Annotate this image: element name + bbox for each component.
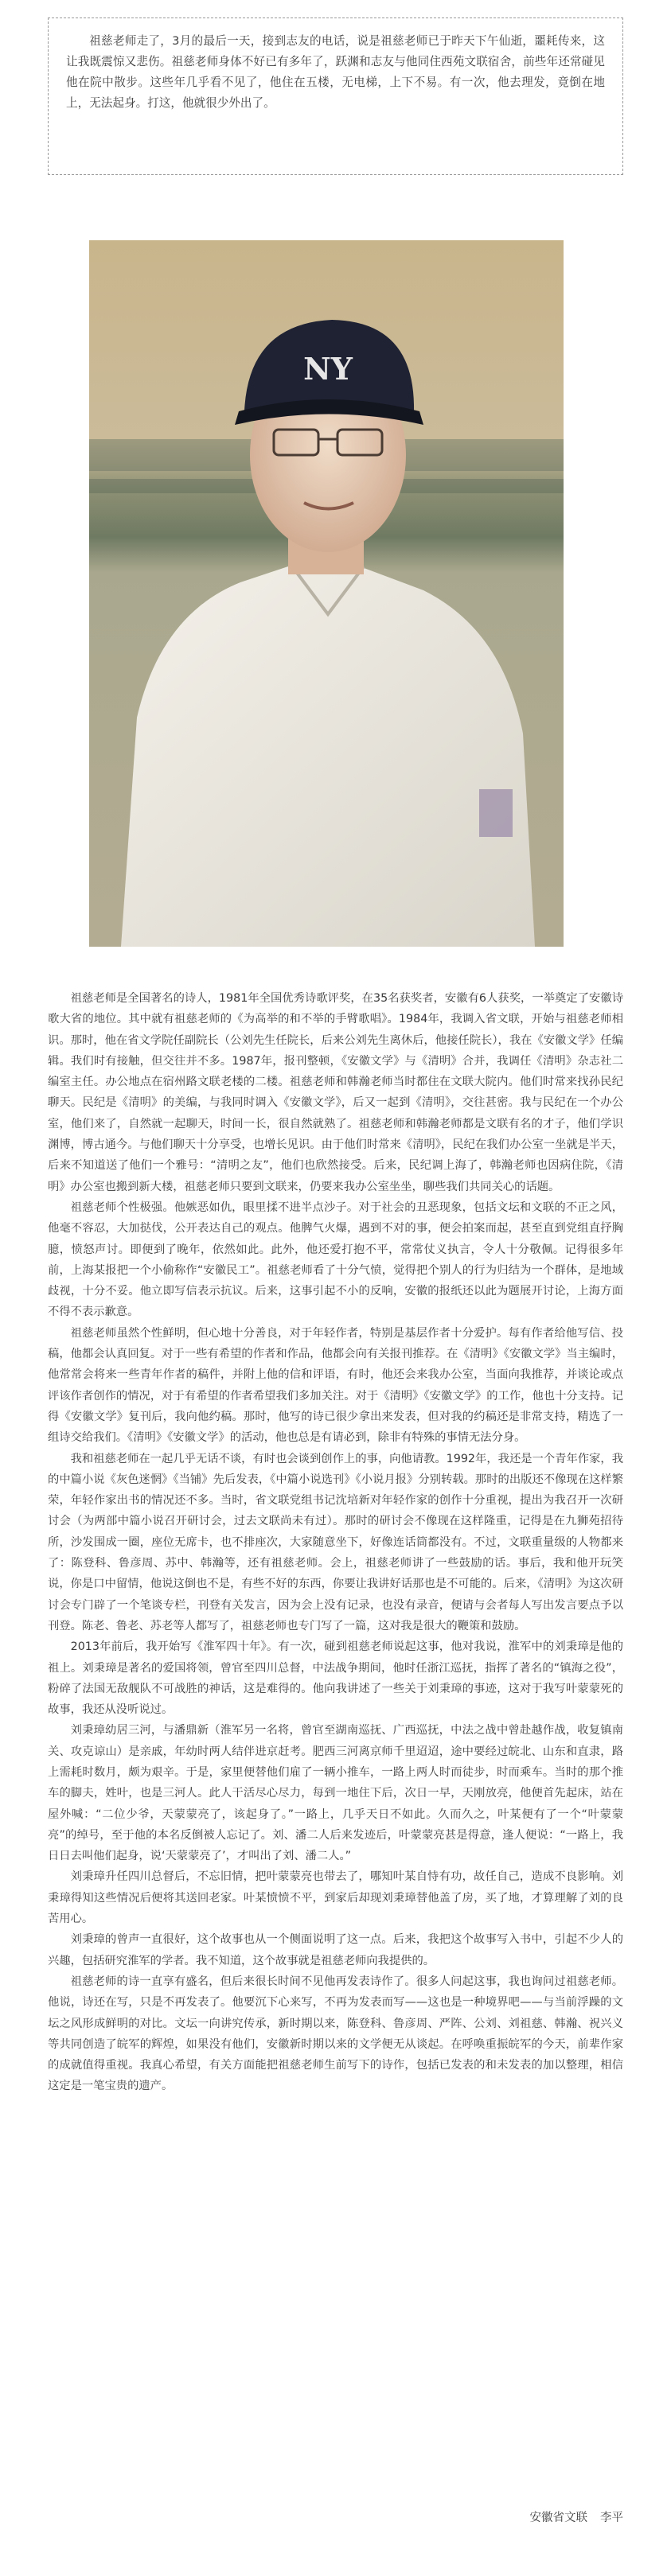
article-body (48, 988, 623, 2097)
paragraph: 刘秉璋幼居三河，与潘鼎新（淮军另一名将，曾官至湖南巡抚、广西巡抚，中法之战中曾赴越作战，收复镇南关、攻克谅山）是亲戚，年幼时两人结伴进京赶考。肥西三河离京师千里迢迢，途中要经过皖北、山东和直隶，路上需耗时数月，颇为艰辛。于是，家里便替他们雇了一辆小推车，一路上两人时而徒步，时而乘车。当时的那个推车的脚夫，姓叶，也是三河人。此人干活尽心尽力，每到一地住下后，次日一早，天刚放亮，他便首先起床，站在屋外喊：“二位少爷，天蒙蒙亮了，该起身了。”一路上，几乎天日不如此。久而久之，叶某便有了一个“叶蒙蒙亮”的绰号，至于他的本名反倒被人忘记了。刘、潘二人后来发迹后，叶蒙蒙亮甚是得意，逢人便说：“一路上，我日日去叫他们起身，说‘天蒙蒙亮了’，才叫出了刘、潘二人。” (48, 1724, 623, 1863)
paragraph: 祖慈老师虽然个性鲜明，但心地十分善良，对于年轻作者，特别是基层作者十分爱护。每有作者给他写信、投稿，他都会认真回复。对于一些有希望的作者和作品，他都会向有关报刊推荐。在《清明》《安徽文学》当主编时，他常常会将来一些青年作者的稿件，并附上他的信和评语，有时，他还会来我办公室，当面向我推荐，并谈论或点评该作者创作的情况，对于有希望的作者希望我们多加关注。对于《清明》《安徽文学》的工作，他也十分支持。记得《安徽文学》复刊后，我向他约稿。那时，他写的诗已很少拿出来发表，但对我的约稿还是非常支持，精选了一组诗交给我们。《清明》《安徽文学》的活动，他也总是有请必到，除非有特殊的事情无法分身。 (48, 1326, 623, 1445)
signature-org: 安徽省文联 (529, 2512, 587, 2524)
paragraph: 我和祖慈老师在一起几乎无话不谈，有时也会谈到创作上的事，向他请教。1992年，我还是一个青年作家，我的中篇小说《灰色迷惘》《当铺》先后发表，《中篇小说选刊》《小说月报》分别转载。那时的出版还不像现在这样繁荣，年轻作家出书的情况还不多。当时，省文联党组书记沈培新对年轻作家的创作十分重视，提出为我召开一次研讨会（为两部中篇小说召开研讨会，过去文联尚未有过）。那时的研讨会不像现在这样隆重，记得是在九狮苑招待所，沙发围成一圈，座位无席卡，也不排座次，大家随意坐下，好像连话筒都没有。不过，文联重量级的人物都来了：陈登科、鲁彦周、苏中、韩瀚等，还有祖慈老师。会上，祖慈老师讲了一些鼓励的话。事后，我和他开玩笑说，你是口中留情，他说这倒也不是，有些不好的东西，你要让我讲好话那也是不可能的。后来，《清明》为这次研讨会专门辟了一个笔谈专栏，刊登有关发言，因为会上没有记录，也没有录音，便请与会者每人写出发言要点予以刊登。陈老、鲁老、苏老等人都写了，祖慈老师也专门写了一篇，这对我是很大的鞭策和鼓励。 (48, 1452, 623, 1632)
paragraph: 祖慈老师的诗一直享有盛名，但后来很长时间不见他再发表诗作了。很多人问起这事，我也询问过祖慈老师。他说，诗还在写，只是不再发表了。他要沉下心来写，不再为发表而写——这也是一种境界吧——与当前浮躁的文坛之风形成鲜明的对比。文坛一向讲究传承，新时期以来，陈登科、鲁彦周、严阵、公刘、刘祖慈、韩瀚、祝兴义等共同创造了皖军的辉煌，如果没有他们，安徽新时期以来的文学便无从谈起。在呼唤重振皖军的今天，前辈作家的成就值得重视。我真心希望，有关方面能把祖慈老师生前写下的诗作，包括已发表的和未发表的加以整理，相信这定是一笔宝贵的遗产。 (48, 1975, 623, 2093)
paragraph: 祖慈老师个性极强。他嫉恶如仇，眼里揉不进半点沙子。对于社会的丑恶现象，包括文坛和文联的不正之风，他毫不容忍，大加挞伐，公开表达自己的观点。他脾气火爆，遇到不对的事，便会拍案而起，甚至直到党组直抒胸臆，愤怒声讨。即便到了晚年，依然如此。此外，他还爱打抱不平，常常仗义执言，令人十分敬佩。记得很多年前，上海某报把一个小偷称作“安徽民工”。祖慈老师看了十分气愤，觉得把个别人的行为归结为一个群体，是地域歧视，十分不妥。他立即写信表示抗议。后来，这事引起不小的反响，安徽的报纸还以此为题展开讨论，上海方面不得不表示歉意。 (48, 1200, 623, 1319)
paragraph: 2013年前后，我开始写《淮军四十年》。有一次，碰到祖慈老师说起这事，他对我说，淮军中的刘秉璋是他的祖上。刘秉璋是著名的爱国将领，曾官至四川总督，中法战争期间，他时任浙江巡抚，指挥了著名的“镇海之役”，粉碎了法国无敌舰队不可战胜的神话，这是难得的。他向我讲述了一些关于刘秉璋的事迹，这对于我写叶蒙蒙死的故事，我还从没听说过。 (48, 1640, 623, 1717)
paragraph: 刘秉璋的曾声一直很好，这个故事也从一个侧面说明了这一点。后来，我把这个故事写入书中，引起不少人的兴趣，包括研究淮军的学者。我不知道，这个故事就是祖慈老师向我提供的。 (48, 1933, 623, 1967)
paragraph: 祖慈老师是全国著名的诗人，1981年全国优秀诗歌评奖，在35名获奖者，安徽有6人获奖，一举奠定了安徽诗歌大省的地位。其中就有祖慈老师的《为高举的和不举的手臂歌唱》。1984年，我调入省文联，开始与祖慈老师相识。那时，他在省文学院任副院长（公刘先生任院长，后来公刘先生离休后，他接任院长），我在《安徽文学》任编辑。我们时有接触，但交往并不多。1987年，报刊整顿，《安徽文学》与《清明》合并，我调任《清明》杂志社二编室主任。办公地点在宿州路文联老楼的二楼。祖慈老师和韩瀚老师当时都住在文联大院内。他们时常来找孙民纪聊天。民纪是《清明》的美编，与我同时调入《安徽文学》，后又一起到《清明》，交往甚密。我与民纪在一个办公室，他们来了，自然就一起聊天，时间一长，很自然就熟了。祖慈老师和韩瀚老师都是文联有名的才子，他们学识渊博，博古通今。与他们聊天十分享受，也增长见识。由于他们时常来《清明》，民纪在我们办公室一坐就是半天，后来不知道送了他们一个雅号：“清明之友”，他们也欣然接受。后来，民纪调上海了，韩瀚老师也因病住院，《清明》办公室也搬到新大楼，祖慈老师只要到文联来，仍要来我办公室坐坐，聊些我们共同关心的话题。 (48, 992, 623, 1193)
intro-box (48, 18, 623, 175)
signature-author: 李平 (600, 2512, 623, 2524)
portrait-photo (89, 240, 564, 947)
signature (530, 2508, 624, 2525)
paragraph: 刘秉璋升任四川总督后，不忘旧情，把叶蒙蒙亮也带去了，哪知叶某自恃有功，故任自己，造成不良影响。刘秉璋得知这些情况后便将其送回老家。叶某愤愤不平，到家后却现刘秉璋替他盖了房，买了地，才算理解了刘的良苦用心。 (48, 1870, 623, 1926)
cap-logo-text: NY (303, 351, 353, 387)
intro-text: 祖慈老师走了，3月的最后一天，接到志友的电话，说是祖慈老师已于昨天下午仙逝，噩耗传来，这让我既震惊又悲伤。祖慈老师身体不好已有多年了，跃渊和志友与他同住西苑文联宿舍，前些年还常碰见他在院中散步。这些年几乎看不见了，他住在五楼，无电梯，上下不易。有一次，他去理发，竟倒在地上，无法起身。打这，他就很少外出了。 (66, 34, 605, 110)
